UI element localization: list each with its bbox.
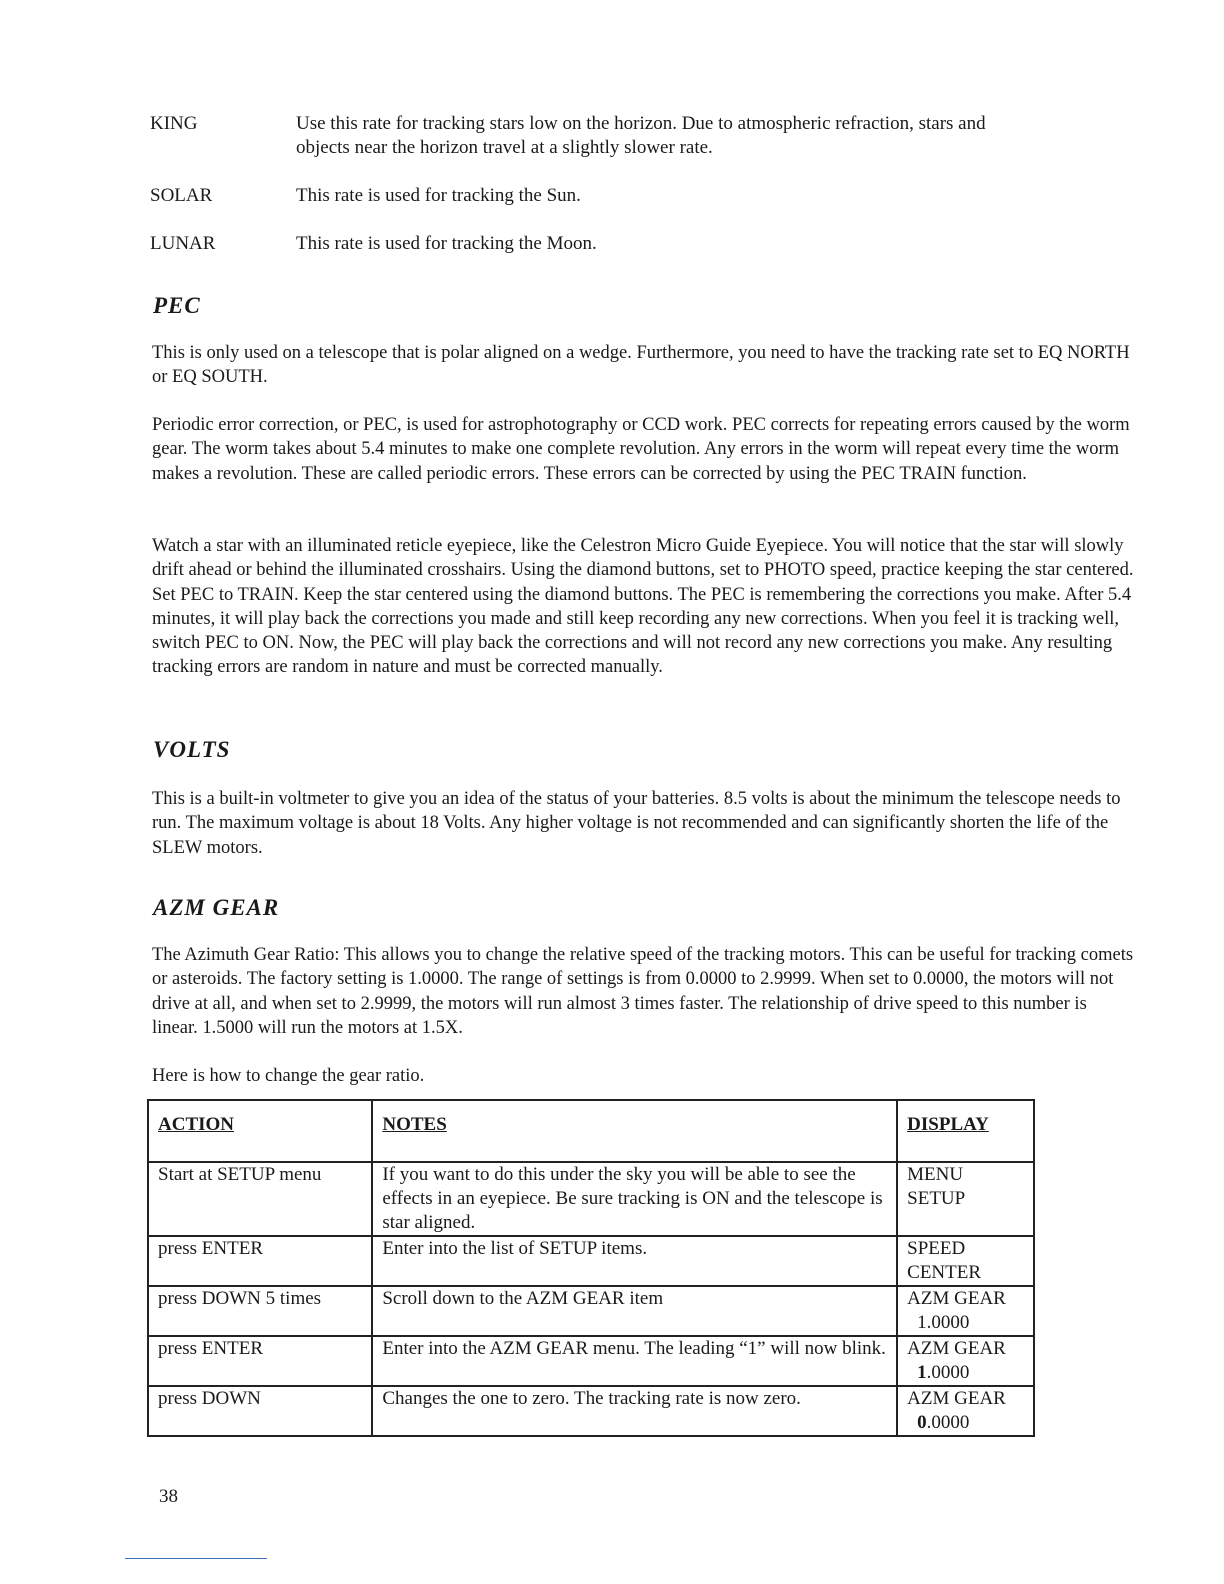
rate-name: SOLAR xyxy=(150,185,213,206)
action-cell: press DOWN xyxy=(148,1386,372,1436)
action-cell: press ENTER xyxy=(148,1236,372,1286)
header-notes: NOTES xyxy=(382,1114,447,1135)
header-cell xyxy=(148,1100,372,1162)
blinking-digit: 0 xyxy=(917,1412,927,1433)
action-cell: press DOWN 5 times xyxy=(148,1286,372,1336)
display-cell xyxy=(897,1286,1034,1336)
table-row xyxy=(148,1386,1034,1436)
display-decimals: .0000 xyxy=(926,1412,970,1433)
pec-paragraph-2: Periodic error correction, or PEC, is used for astrophotography or CCD work. PEC corrects for repeating errors caused by the worm gear. The worm takes about 5.4 minutes to make one complete revolution. Any errors in the worm will repeat every time the worm makes a revolution. These are called periodic errors. These errors can be corrected by using the PEC TRAIN function. xyxy=(152,415,1130,484)
azm-gear-paragraph: The Azimuth Gear Ratio: This allows you to change the relative speed of the tracking motors. This can be useful for tracking comets or asteroids. The factory setting is 1.0000. The range of settings is from 0.0000 to 2.9999. When set to 0.0000, the motors will not drive at all, and when set to 2.9999, the motors will run almost 3 times faster. The relationship of drive speed to this number is linear. 1.5000 will run the motors at 1.5X. xyxy=(152,945,1134,1038)
notes-cell: Enter into the list of SETUP items. xyxy=(372,1236,897,1286)
display-line-1: AZM GEAR xyxy=(907,1338,1006,1359)
table-row xyxy=(148,1336,1034,1386)
display-value: 1.0000 xyxy=(917,1312,970,1333)
header-display: DISPLAY xyxy=(907,1114,989,1135)
display-cell xyxy=(897,1386,1034,1436)
action-cell: Start at SETUP menu xyxy=(148,1162,372,1236)
display-line-1: AZM GEAR xyxy=(907,1288,1006,1309)
header-action: ACTION xyxy=(158,1114,235,1135)
action-cell: press ENTER xyxy=(148,1336,372,1386)
rate-name: KING xyxy=(150,113,198,134)
display-value xyxy=(907,1361,969,1385)
rate-description: This rate is used for tracking the Sun. xyxy=(296,185,581,206)
notes-cell: Scroll down to the AZM GEAR item xyxy=(372,1286,897,1336)
section-heading-pec: PEC xyxy=(153,293,201,318)
gear-ratio-steps-table xyxy=(147,1099,1035,1437)
section-heading-volts: VOLTS xyxy=(153,737,231,762)
footer-divider xyxy=(125,1558,267,1559)
display-decimals: .0000 xyxy=(926,1362,970,1383)
display-line-1: MENU xyxy=(907,1164,964,1185)
display-cell xyxy=(897,1336,1034,1386)
section-heading-azm-gear: AZM GEAR xyxy=(153,895,280,920)
display-line-1: SPEED xyxy=(907,1238,966,1259)
volts-paragraph: This is a built-in voltmeter to give you an idea of the status of your batteries. 8.5 volts is about the minimum the telescope needs to run. The maximum voltage is about 18 Volts. Any higher voltage is not recommended and can significantly shorten the life of the SLEW motors. xyxy=(152,789,1121,858)
rate-description: Use this rate for tracking stars low on the horizon. Due to atmospheric refraction, stars and objects near the horizon travel at a slightly slower rate. xyxy=(296,113,986,158)
display-line-2: SETUP xyxy=(907,1188,966,1209)
display-line-2: CENTER xyxy=(907,1262,982,1283)
display-line-1: AZM GEAR xyxy=(907,1388,1006,1409)
notes-cell: Changes the one to zero. The tracking rate is now zero. xyxy=(372,1386,897,1436)
display-value xyxy=(907,1411,969,1435)
display-line-2 xyxy=(907,1411,1025,1435)
azm-gear-intro: Here is how to change the gear ratio. xyxy=(152,1066,425,1086)
blinking-digit: 1 xyxy=(917,1362,927,1383)
display-cell xyxy=(897,1236,1034,1286)
pec-paragraph-3: Watch a star with an illuminated reticle eyepiece, like the Celestron Micro Guide Eyepiece. You will notice that the star will slowly drift ahead or behind the illuminated crosshairs. Using the diamond buttons, set to PHOTO speed, practice keeping the star centered. Set PEC to TRAIN. Keep the star centered using the diamond buttons. The PEC is remembering the corrections you make. After 5.4 minutes, it will play back the corrections you made and still keep recording any new corrections. When you feel it is tracking well, switch PEC to ON. Now, the PEC will play back the corrections and will not record any new corrections you make. Any resulting tracking errors are random in nature and must be corrected manually. xyxy=(152,536,1134,678)
display-line-2 xyxy=(907,1361,1025,1385)
table-row xyxy=(148,1286,1034,1336)
display-line-2 xyxy=(907,1311,1025,1335)
rate-description: This rate is used for tracking the Moon. xyxy=(296,233,597,254)
table-row xyxy=(148,1236,1034,1286)
notes-cell: If you want to do this under the sky you will be able to see the effects in an eyepiece. Be sure tracking is ON and the telescope is star aligned. xyxy=(372,1162,897,1236)
table-row xyxy=(148,1162,1034,1236)
table-header-row xyxy=(148,1100,1034,1162)
pec-paragraph-1: This is only used on a telescope that is polar aligned on a wedge. Furthermore, you need to have the tracking rate set to EQ NORTH or EQ SOUTH. xyxy=(152,343,1130,388)
page-number: 38 xyxy=(159,1486,178,1507)
header-cell xyxy=(372,1100,897,1162)
header-cell xyxy=(897,1100,1034,1162)
display-cell xyxy=(897,1162,1034,1236)
notes-cell: Enter into the AZM GEAR menu. The leading “1” will now blink. xyxy=(372,1336,897,1386)
rate-name: LUNAR xyxy=(150,233,216,254)
